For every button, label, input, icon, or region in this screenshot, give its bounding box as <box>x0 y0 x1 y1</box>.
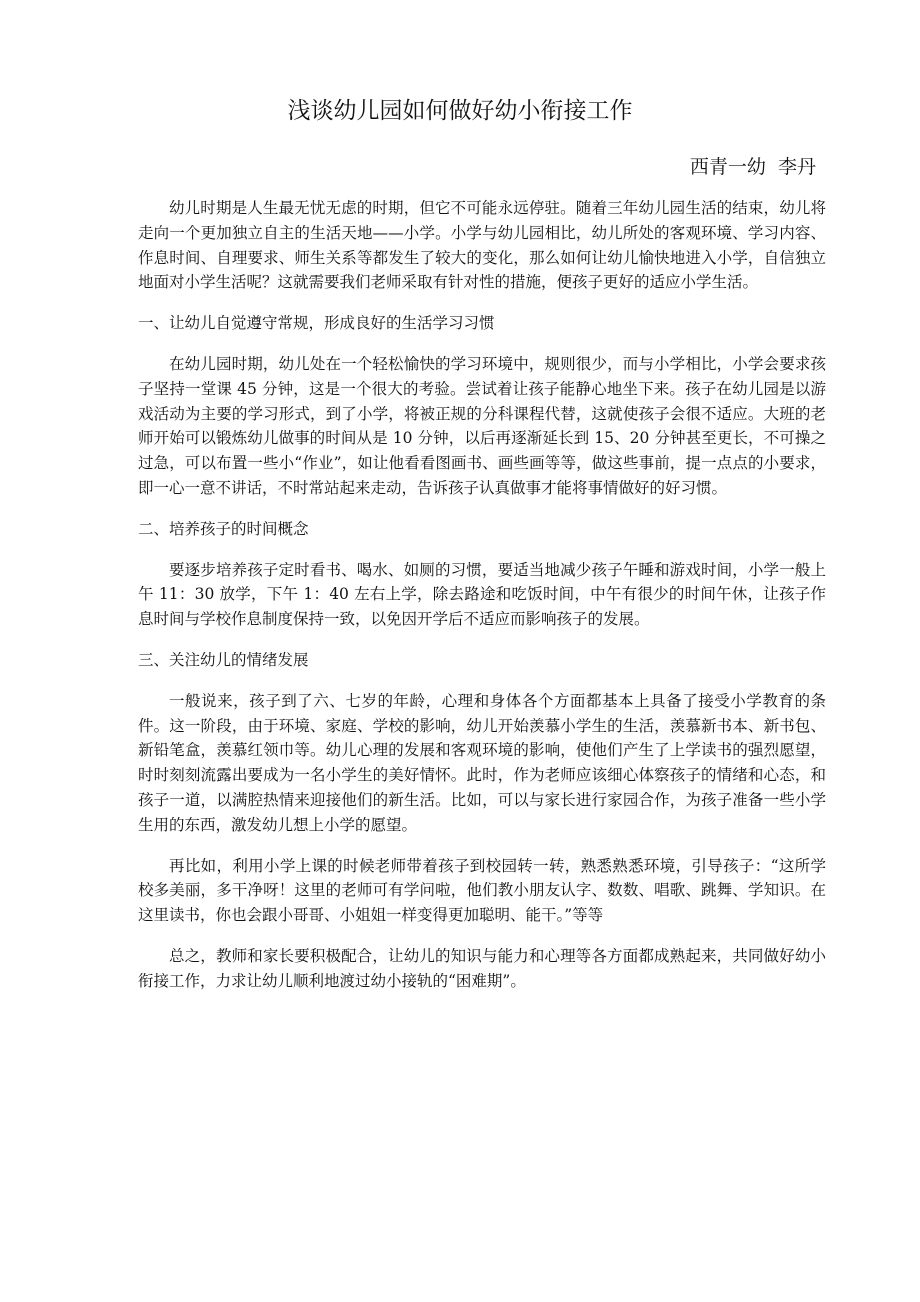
author-line: 西青一幼 李丹 <box>689 156 816 178</box>
section-3-paragraph: 一般说来，孩子到了六、七岁的年龄，心理和身体各个方面都基本上具备了接受小学教育的条件。这一阶段，由于环境、家庭、学校的影响，幼儿开始羡慕小学生的生活，羡慕新书本、新书包、新铅笔盒，羡慕红领巾等。幼儿心理的发展和客观环境的影响，使他们产生了上学读书的强烈愿望，时时刻刻流露出要成为一名小学生的美好情怀。此时，作为老师应该细心体察孩子的情绪和心态，和孩子一道，以满腔热情来迎接他们的新生活。比如，可以与家长进行家园合作，为孩子准备一些小学生用的东西，激发幼儿想上小学的愿望。 <box>138 691 826 834</box>
article-body <box>138 196 826 1010</box>
intro-paragraph: 幼儿时期是人生最无忧无虑的时期，但它不可能永远停驻。随着三年幼儿园生活的结束，幼儿将走向一个更加独立自主的生活天地——小学。小学与幼儿园相比，幼儿所处的客观环境、学习内容、作息时间、自理要求、师生关系等都发生了较大的变化，那么如何让幼儿愉快地进入小学，自信独立地面对小学生活呢？这就需要我们老师采取有针对性的措施，便孩子更好的适应小学生活。 <box>138 199 826 292</box>
section-heading-3: 三、关注幼儿的情绪发展 <box>138 650 309 669</box>
section-heading-1: 一、让幼儿自觉遵守常规，形成良好的生活学习习惯 <box>138 314 495 333</box>
conclusion-paragraph: 总之，教师和家长要积极配合，让幼儿的知识与能力和心理等各方面都成熟起来，共同做好幼小衔接工作，力求让幼儿顺利地渡过幼小接轨的“困难期”。 <box>138 946 826 990</box>
section-1-paragraph: 在幼儿园时期，幼儿处在一个轻松愉快的学习环境中，规则很少，而与小学相比，小学会要求孩子坚持一堂课 45 分钟，这是一个很大的考验。尝试着让孩子能静心地坐下来。孩子在幼儿园是以游戏活动为主要的学习形式，到了小学，将被正规的分科课程代替，这就使孩子会很不适应。大班的老师开始可以锻炼幼儿做事的时间从是 10 分钟，以后再逐渐延长到 15、20 分钟甚至更长，不可操之过急，可以布置一些小“作业”，如让他看看图画书、画些画等等，做这些事前，提一点点的小要求，即一心一意不讲话，不时常站起来走动，告诉孩子认真做事才能将事情做好的好习惯。 <box>138 354 826 497</box>
page-title: 浅谈幼儿园如何做好幼小衔接工作 <box>287 98 633 124</box>
section-3-example-paragraph: 再比如，利用小学上课的时候老师带着孩子到校园转一转，熟悉熟悉环境，引导孩子：“这所学校多美丽，多干净呀！这里的老师可有学问啦，他们教小朋友认字、数数、唱歌、跳舞、学知识。在这里读书，你也会跟小哥哥、小姐姐一样变得更加聪明、能干。”等等 <box>138 856 826 925</box>
section-heading-2: 二、培养孩子的时间概念 <box>138 519 309 538</box>
section-2-paragraph: 要逐步培养孩子定时看书、喝水、如厕的习惯，要适当地减少孩子午睡和游戏时间，小学一般上午 11：30 放学，下午 1：40 左右上学，除去路途和吃饭时间，中午有很少的时间午休，让孩子作息时间与学校作息制度保持一致，以免因开学后不适应而影响孩子的发展。 <box>138 560 826 629</box>
